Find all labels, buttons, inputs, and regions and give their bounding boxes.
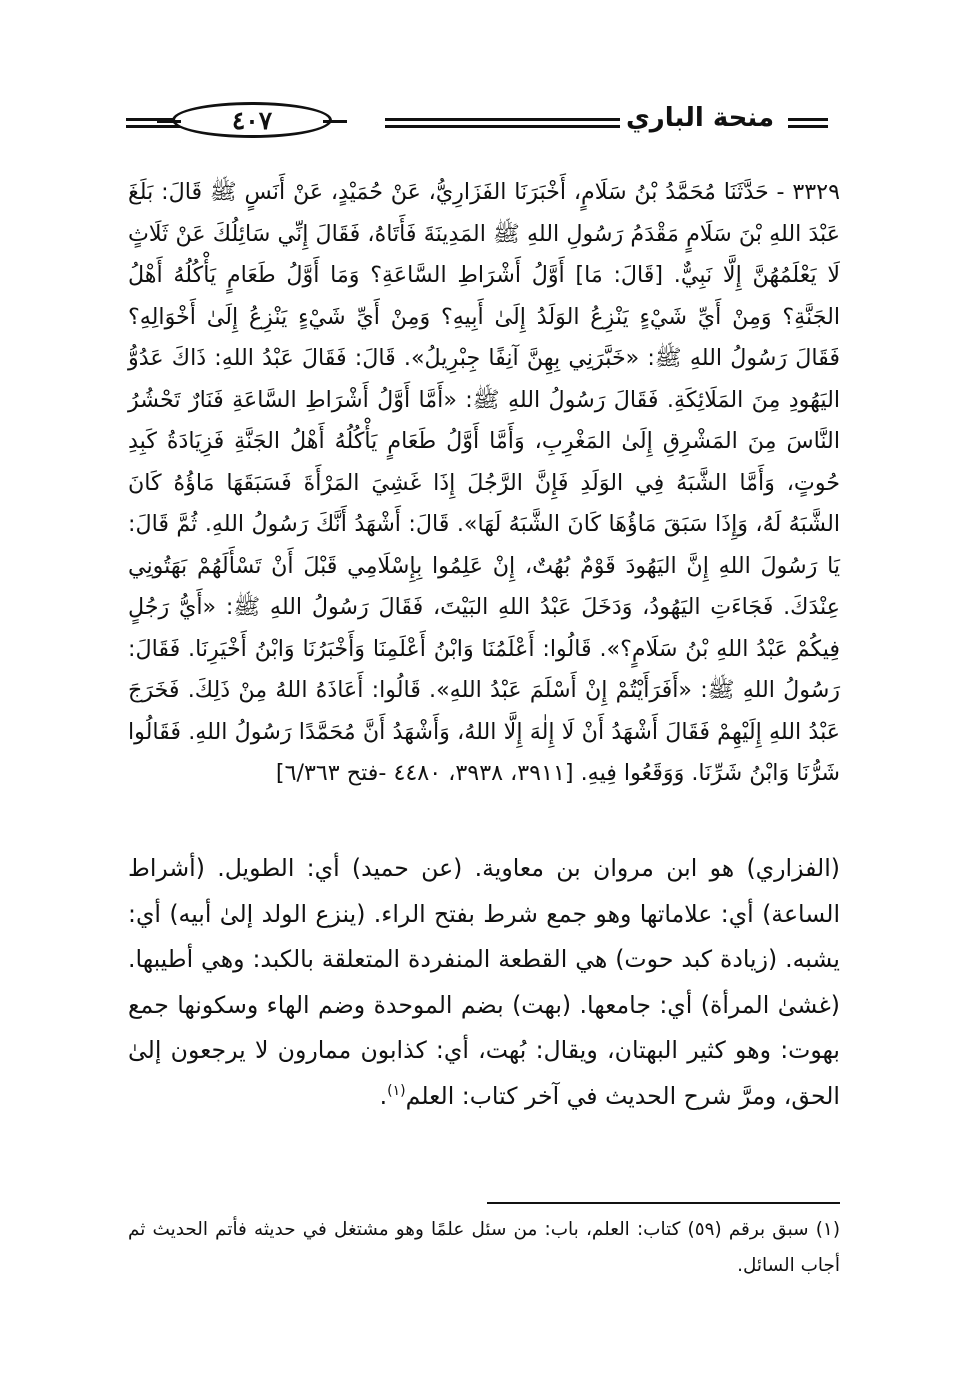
footnote-separator [487, 1202, 840, 1204]
hadith-text-block [128, 172, 840, 795]
footnote-reference: (١) [387, 1082, 406, 1099]
commentary-end: . [379, 1081, 388, 1110]
page-header [120, 88, 840, 158]
footnote-text: (١) سبق برقم (٥٩) كتاب: العلم، باب: من سئل علمًا وهو مشتغل في حديثه فأتم الحديث ثم أجاب السائل. [128, 1219, 840, 1276]
page-number-badge [172, 102, 332, 138]
book-title: منحة الباري [620, 104, 780, 133]
commentary-block [128, 846, 840, 1119]
hadith-paragraph: ٣٣٢٩ - حَدَّثَنَا مُحَمَّدُ بْنُ سَلَامٍ، أَخْبَرَنَا الفَزَارِيُّ، عَنْ حُمَيْدٍ، عَنْ أَنَسٍ ﷺ قَالَ: بَلَغَ عَبْدَ اللهِ بْنَ سَلَامٍ مَقْدَمُ رَسُولِ اللهِ ﷺ المَدِينَةَ فَأَتَاهُ، فَقَالَ إِنِّي سَائِلُكَ عَنْ ثَلَاثٍ لَا يَعْلَمُهُنَّ إِلَّا نَبِيٌّ. [قَالَ: مَا] أَوَّلُ أَشْرَاطِ السَّاعَةِ؟ وَمَا أَوَّلُ طَعَامٍ يَأْكُلُهُ أَهْلُ الجَنَّةِ؟ وَمِنْ أَيِّ شَيْءٍ يَنْزِعُ الوَلَدُ إِلَىٰ أَبِيهِ؟ وَمِنْ أَيِّ شَيْءٍ يَنْزِعُ إِلَىٰ أَخْوَالِهِ؟ فَقَالَ رَسُولُ اللهِ ﷺ: «خَبَّرَنِي بِهِنَّ آنِفًا جِبْرِيلُ». قَالَ: فَقَالَ عَبْدُ اللهِ: ذَاكَ عَدُوُّ اليَهُودِ مِنَ المَلَائِكَةِ. فَقَالَ رَسُولُ اللهِ ﷺ: «أَمَّا أَوَّلُ أَشْرَاطِ السَّاعَةِ فَنَارٌ تَحْشُرُ النَّاسَ مِنَ المَشْرِقِ إِلَىٰ المَغْرِبِ، وَأَمَّا أَوَّلُ طَعَامٍ يَأْكُلُهُ أَهْلُ الجَنَّةِ فَزِيَادَةُ كَبِدِ حُوتٍ، وَأَمَّا الشَّبَهُ فِي الوَلَدِ فَإِنَّ الرَّجُلَ إِذَا غَشِيَ المَرْأَةَ فَسَبَقَهَا مَاؤُهُ كَانَ الشَّبَهُ لَهُ، وَإِذَا سَبَقَ مَاؤُهَا كَانَ الشَّبَهُ لَهَا». قَالَ: أَشْهَدُ أَنَّكَ رَسُولُ اللهِ. ثُمَّ قَالَ: يَا رَسُولَ اللهِ إِنَّ اليَهُودَ قَوْمٌ بُهُتٌ، إِنْ عَلِمُوا بِإِسْلَامِي قَبْلَ أَنْ تَسْأَلَهُمْ بَهَتُونِي عِنْدَكَ. فَجَاءَتِ اليَهُودُ، وَدَخَلَ عَبْدُ اللهِ البَيْتَ، فَقَالَ رَسُولُ اللهِ ﷺ: «أَيُّ رَجُلٍ فِيكُمْ عَبْدُ اللهِ بْنُ سَلَامٍ؟». قَالُوا: أَعْلَمُنَا وَابْنُ أَعْلَمِنَا وَأَخْبَرُنَا وَابْنُ أَخْيَرِنَا. فَقَالَ: رَسُولُ اللهِ ﷺ: «أَفَرَأَيْتُمْ إِنْ أَسْلَمَ عَبْدُ اللهِ». قَالُوا: أَعَاذَهُ اللهُ مِنْ ذَلِكَ. فَخَرَجَ عَبْدُ اللهِ إِلَيْهِمْ فَقَالَ أَشْهَدُ أَنْ لَا إِلٰهَ إِلَّا اللهُ، وَأَشْهَدُ أَنَّ مُحَمَّدًا رَسُولُ اللهِ. فَقَالُوا شَرُّنَا وَابْنُ شَرِّنَا. وَوَقَعُوا فِيهِ. [٣٩١١، ٣٩٣٨، ٤٤٨٠ -فتح ٦/٣٦٣] [128, 179, 840, 786]
commentary-text: (الفزاري) هو ابن مروان بن معاوية. (عن حميد) أي: الطويل. (أشراط الساعة) أي: علاماتها وهو جمع شرط بفتح الراء. (ينزع الولد إلىٰ أبيه) أي: يشبه. (زيادة كبد حوت) هي القطعة المنفردة المتعلقة بالكبد: وهي أطيبها. (غشىٰ المرأة) أي: جامعها. (بهت) بضم الموحدة وضم الهاء وسكونها جمع بهوت: وهو كثير البهتان، ويقال: بُهت، أي: كذابون ممارون لا يرجعون إلىٰ الحق، ومرَّ شرح الحديث في آخر كتاب: العلم [128, 854, 840, 1110]
header-rule-right [788, 118, 828, 121]
commentary-paragraph [128, 846, 840, 1119]
footnote-block [128, 1212, 840, 1284]
page-number: ٤٠٧ [231, 105, 273, 135]
